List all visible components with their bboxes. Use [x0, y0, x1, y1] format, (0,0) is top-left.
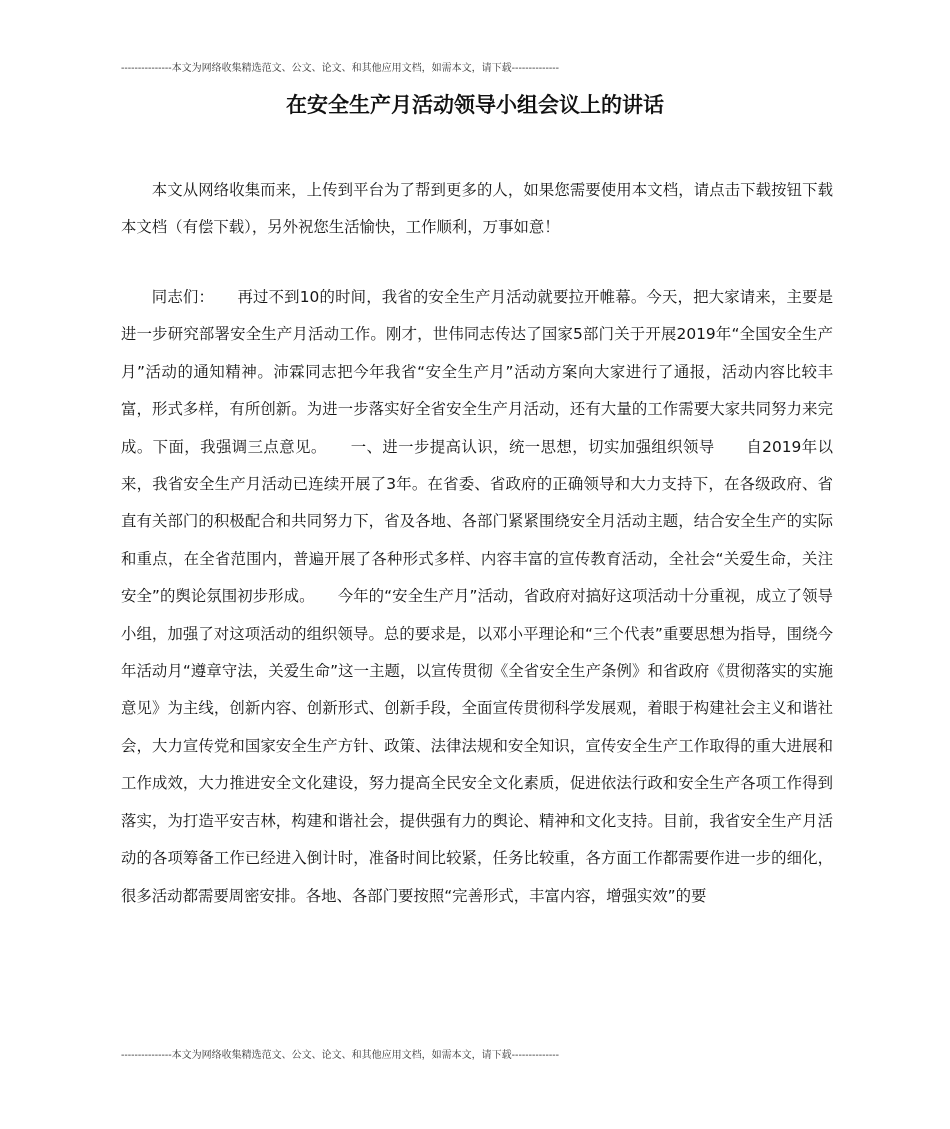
intro-paragraph: 本文从网络收集而来，上传到平台为了帮到更多的人，如果您需要使用本文档，请点击下载按钮下载本文档（有偿下载），另外祝您生活愉快，工作顺利，万事如意！: [121, 181, 833, 237]
body-paragraph: 同志们： 再过不到10的时间，我省的安全生产月活动就要拉开帷幕。今天，把大家请来，主要是进一步研究部署安全生产月活动工作。刚才，世伟同志传达了国家5部门关于开展2019年“全国安全生产月”活动的通知精神。沛霖同志把今年我省“安全生产月”活动方案向大家进行了通报，活动内容比较丰富，形式多样，有所创新。为进一步落实好全省安全生产月活动，还有大量的工作需要大家共同努力来完成。下面，我强调三点意见。 一、进一步提高认识，统一思想，切实加强组织领导 自2019年以来，我省安全生产月活动已连续开展了3年。在省委、省政府的正确领导和大力支持下，在各级政府、省直有关部门的积极配合和共同努力下，省及各地、各部门紧紧围绕安全月活动主题，结合安全生产的实际和重点，在全省范围内，普遍开展了各种形式多样、内容丰富的宣传教育活动，全社会“关爱生命，关注安全”的舆论氛围初步形成。 今年的“安全生产月”活动，省政府对搞好这项活动十分重视，成立了领导小组，加强了对这项活动的组织领导。总的要求是，以邓小平理论和“三个代表”重要思想为指导，围绕今年活动月“遵章守法，关爱生命”这一主题，以宣传贯彻《全省安全生产条例》和省政府《贯彻落实的实施意见》为主线，创新内容、创新形式、创新手段，全面宣传贯彻科学发展观，着眼于构建社会主义和谐社会，大力宣传党和国家安全生产方针、政策、法律法规和安全知识，宣传安全生产工作取得的重大进展和工作成效，大力推进安全文化建设，努力提高全民安全文化素质，促进依法行政和安全生产各项工作得到落实，为打造平安吉林，构建和谐社会，提供强有力的舆论、精神和文化支持。目前，我省安全生产月活动的各项筹备工作已经进入倒计时，准备时间比较紧，任务比较重，各方面工作都需要作进一步的细化，很多活动都需要周密安排。各地、各部门要按照“完善形式，丰富内容，增强实效”的要: [121, 288, 833, 905]
footer-note: ---------------本文为网络收集精选范文、公文、论文、和其他应用文档，如需本文，请下载--------------: [121, 1050, 559, 1061]
header-note: ---------------本文为网络收集精选范文、公文、论文、和其他应用文档，如需本文，请下载--------------: [121, 63, 559, 74]
document-title: 在安全生产月活动领导小组会议上的讲话: [286, 93, 664, 117]
